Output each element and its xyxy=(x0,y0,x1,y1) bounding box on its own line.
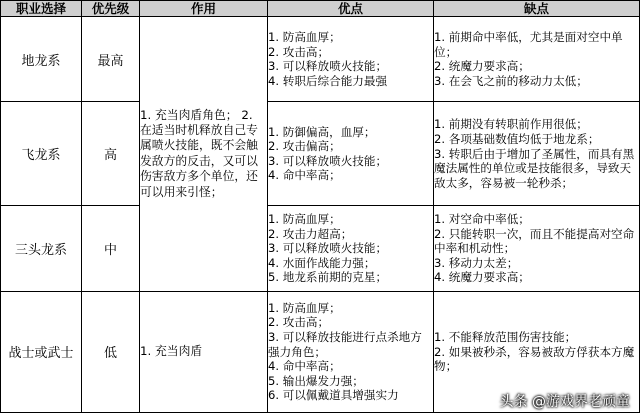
pros-cell xyxy=(268,102,434,206)
header-cons: 缺点 xyxy=(434,1,640,17)
cons-line: 3. 移动力太差； xyxy=(434,255,519,270)
header-priority: 优先级 xyxy=(82,1,140,17)
pros-line: 6. 可以佩戴道具增强实力 xyxy=(268,388,399,403)
pros-line: 3. 可以释放喷火技能； xyxy=(268,153,388,168)
effect-line: 1. 充当肉盾角色； xyxy=(140,107,238,122)
priority-cell: 高 xyxy=(82,102,140,206)
class-cell: 飞龙系 xyxy=(1,102,82,206)
pros-line: 3. 可以释放技能进行点杀地方强力角色； xyxy=(268,329,422,359)
pros-line: 3. 可以释放喷火技能； xyxy=(268,241,388,256)
effect-line: 2. 在适当时机释放自己专属喷火技能，既不会触发敌方的反击，又可以伤害敌方多个单位，还可以用来引怪； xyxy=(140,107,258,199)
effect-line: 1. 充当肉盾 xyxy=(140,344,203,359)
pros-line: 1. 防高血厚； xyxy=(268,300,341,315)
class-cell: 战士或武士 xyxy=(1,291,82,412)
priority-cell: 最高 xyxy=(82,17,140,102)
cons-line: 2. 各项基础数值均低于地龙系； xyxy=(434,131,600,146)
header-pros: 优点 xyxy=(268,1,434,17)
cons-line: 2. 如果被秒杀，容易被敌方俘获本方魔物； xyxy=(434,344,635,374)
cons-line: 4. 统魔力要求高； xyxy=(434,270,530,285)
header-row xyxy=(1,1,640,17)
pros-line: 2. 攻击偏高； xyxy=(268,139,341,154)
pros-line: 4. 命中率高； xyxy=(268,359,341,374)
cons-line: 1. 前期命中率低，尤其是面对空中单位； xyxy=(434,29,623,59)
effect-cell-shared xyxy=(140,17,268,292)
class-cell: 三头龙系 xyxy=(1,206,82,291)
pros-line: 3. 可以释放喷火技能； xyxy=(268,59,388,74)
header-effect: 作用 xyxy=(140,1,268,17)
pros-line: 2. 攻击高； xyxy=(268,44,330,59)
table-row xyxy=(1,102,640,206)
cons-line: 2. 只能转职一次，而且不能提高对空命中率和机动性； xyxy=(434,226,635,256)
cons-line: 1. 对空命中率低； xyxy=(434,212,530,227)
priority-cell: 中 xyxy=(82,206,140,291)
cons-line: 3. 转职后由于增加了圣属性，而具有黑魔法属性的单位或是技能很多，导致天敌太多，容易被一轮秒杀； xyxy=(434,146,635,190)
priority-cell: 低 xyxy=(82,291,140,412)
cons-line: 2. 统魔力要求高； xyxy=(434,59,530,74)
table-row xyxy=(1,17,640,102)
cons-cell xyxy=(434,206,640,291)
pros-line: 5. 输出爆发力强； xyxy=(268,373,364,388)
pros-line: 1. 防高血厚； xyxy=(268,29,341,44)
cons-cell xyxy=(434,17,640,102)
pros-line: 2. 攻击高； xyxy=(268,315,330,330)
pros-line: 4. 命中率高； xyxy=(268,168,341,183)
table-row xyxy=(1,206,640,291)
pros-line: 4. 水面作战能力强； xyxy=(268,255,376,270)
pros-line: 1. 防高血厚； xyxy=(268,212,341,227)
pros-line: 5. 地龙系前期的克星； xyxy=(268,270,388,285)
cons-cell xyxy=(434,102,640,206)
header-class: 职业选择 xyxy=(1,1,82,17)
pros-cell xyxy=(268,206,434,291)
cons-line: 1. 前期没有转职前作用很低； xyxy=(434,117,588,132)
cons-line: 3. 在会飞之前的移动力太低； xyxy=(434,73,588,88)
watermark: 头条 @游戏界老顽童 xyxy=(499,394,630,410)
class-cell: 地龙系 xyxy=(1,17,82,102)
effect-cell xyxy=(140,291,268,412)
pros-line: 4. 转职后综合能力最强 xyxy=(268,73,388,88)
pros-line: 2. 攻击力超高； xyxy=(268,226,353,241)
cons-line: 1. 不能释放范围伤害技能； xyxy=(434,329,577,344)
pros-cell xyxy=(268,17,434,102)
pros-line: 1. 防御偏高，血厚； xyxy=(268,124,376,139)
pros-cell xyxy=(268,291,434,412)
